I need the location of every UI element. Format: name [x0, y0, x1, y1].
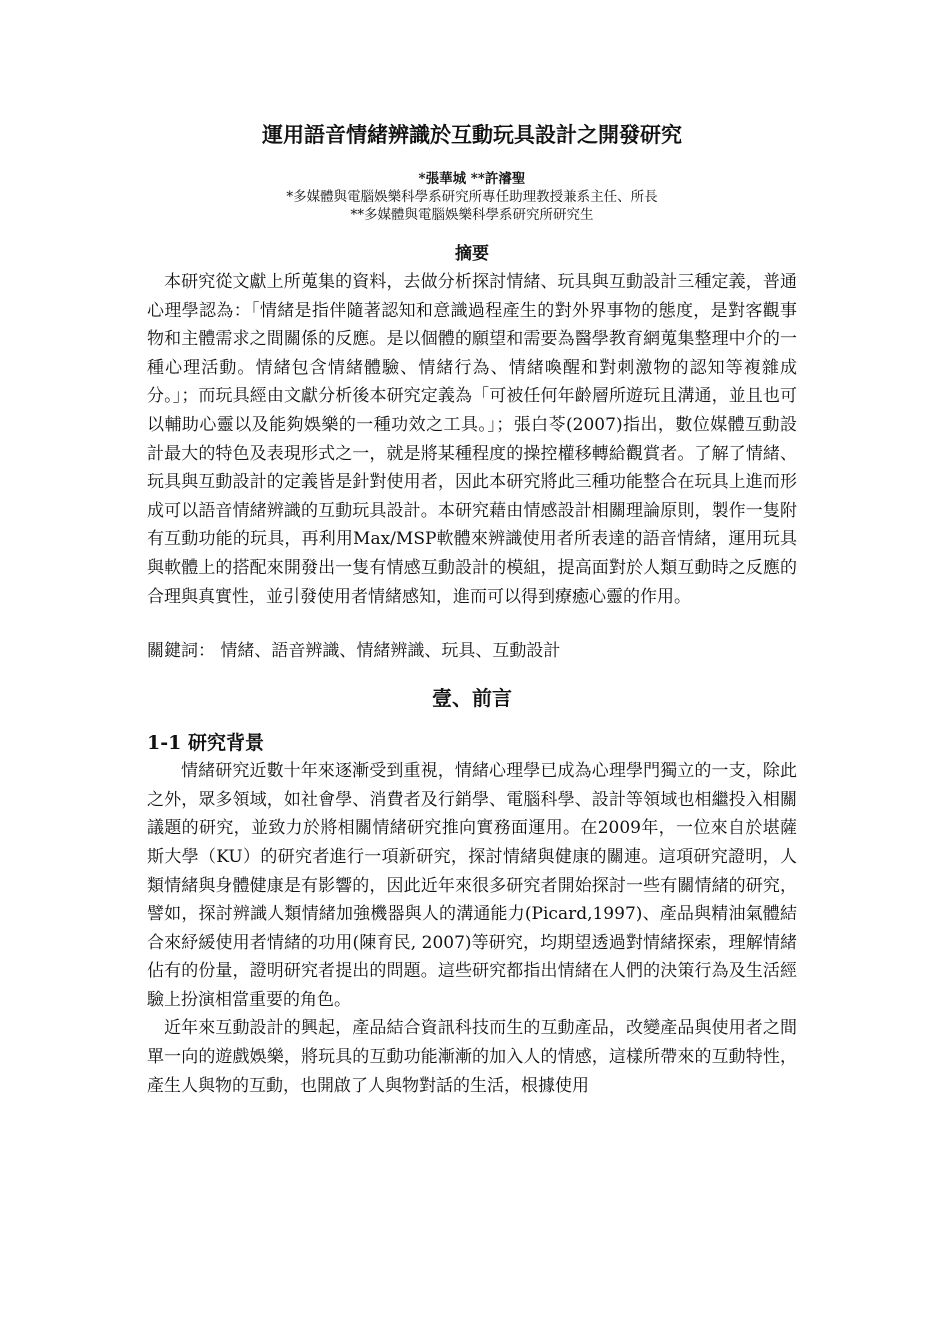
section-heading: 壹、前言 — [432, 686, 512, 711]
body-paragraph-2: 近年來互動設計的興起，產品結合資訊科技而生的互動產品，改變產品與使用者之間單一向的遊戲娛樂，將玩具的互動功能漸漸的加入人的情感，這樣所帶來的互動特性，產生人與物的互動，也開啟了人與物對話的生活，根據使用 — [147, 1018, 797, 1096]
affiliation-2: **多媒體與電腦娛樂科學系研究所研究生 — [350, 207, 594, 223]
abstract-paragraph: 本研究從文獻上所蒐集的資料，去做分析探討情緒、玩具與互動設計三種定義，普通心理學認為：「情緒是指伴隨著認知和意識過程產生的對外界事物的態度，是對客觀事物和主體需求之間關係的反應。是以個體的願望和需要為醫學教育網蒐集整理中介的一種心理活動。情緒包含情緒體驗、情緒行為、情緒喚醒和對刺激物的認知等複雜成分。」；而玩具經由文獻分析後本研究定義為「可被任何年齡層所遊玩且溝通，並且也可以輔助心靈以及能夠娛樂的一種功效之工具。」；張白苓(2007)指出，數位媒體互動設計最大的特色及表現形式之一，就是將某種程度的操控權移轉給觀賞者。了解了情緒、玩具與互動設計的定義皆是針對使用者，因此本研究將此三種功能整合在玩具上進而形成可以語音情緒辨識的互動玩具設計。本研究藉由情感設計相關理論原則，製作一隻附有互動功能的玩具，再利用Max/MSP軟體來辨識使用者所表達的語音情緒，運用玩具與軟體上的搭配來開發出一隻有情感互動設計的模組，提高面對於人類互動時之反應的合理與真實性，並引發使用者情緒感知，進而可以得到療癒心靈的作用。 — [147, 272, 797, 607]
paper-page — [147, 120, 797, 1100]
body-paragraph-1: 情緒研究近數十年來逐漸受到重視，情緒心理學已成為心理學門獨立的一支，除此之外，眾多領域，如社會學、消費者及行銷學、電腦科學、設計等領域也相繼投入相關議題的研究，並致力於將相關情緒研究推向實務面運用。在2009年，一位來自於堪薩斯大學（KU）的研究者進行一項新研究，探討情緒與健康的關連。這項研究證明，人類情緒與身體健康是有影響的，因此近年來很多研究者開始探討一些有關情緒的研究，譬如，探討辨識人類情緒加強機器與人的溝通能力(Picard,1997)、產品與精油氣體結合來紓緩使用者情緒的功用(陳育民, 2007)等研究，均期望透過對情緒探索，理解情緒佔有的份量，證明研究者提出的問題。這些研究都指出情緒在人們的決策行為及生活經驗上扮演相當重要的角色。 — [147, 761, 797, 1010]
paper-title: 運用語音情緒辨識於互動玩具設計之開發研究 — [262, 122, 682, 147]
author-line: *張華城 **許濬聖 — [418, 171, 526, 187]
abstract-heading: 摘要 — [455, 244, 489, 264]
affiliation-1: *多媒體與電腦娛樂科學系研究所專任助理教授兼系主任、所長 — [286, 189, 658, 205]
keywords-line: 關鍵詞： 情緒、語音辨識、情緒辨識、玩具、互動設計 — [147, 641, 561, 662]
subsection-heading: 1-1 研究背景 — [147, 732, 264, 755]
